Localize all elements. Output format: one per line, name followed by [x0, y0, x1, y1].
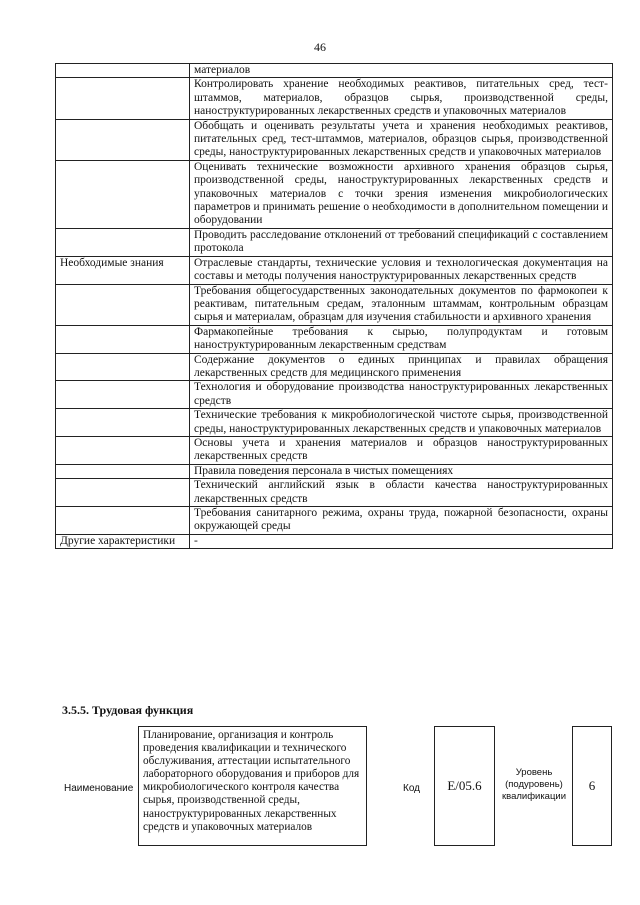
qualification-level-label: Уровень (подуровень) квалификации: [501, 767, 567, 802]
table-row: [56, 78, 613, 119]
row-label: [56, 64, 190, 78]
row-label: [56, 436, 190, 464]
row-label: [56, 284, 190, 325]
row-text: Технические требования к микробиологической чистоте сырья, производственной среды, наноструктурированных лекарственных средств и упаковочных материалов: [190, 409, 613, 437]
name-label: Наименование: [64, 783, 134, 794]
table-row: [56, 381, 613, 409]
row-label: [56, 381, 190, 409]
row-text: Требования санитарного режима, охраны труда, пожарной безопасности, охраны окружающей среды: [190, 507, 613, 535]
section-heading: 3.5.5. Трудовая функция: [62, 703, 194, 717]
qualification-level-box: 6: [572, 726, 612, 846]
row-label: [56, 479, 190, 507]
row-text: Технический английский язык в области качества наноструктурированных лекарственных средств: [190, 479, 613, 507]
table-row: [56, 284, 613, 325]
row-text: Технология и оборудование производства наноструктурированных лекарственных средств: [190, 381, 613, 409]
row-text: Обобщать и оценивать результаты учета и хранения необходимых реактивов, питательных сред, тест-штаммов, материалов, образцов сырья, производственной среды, наноструктурированных лекарственных средств и упаковочных материалов: [190, 119, 613, 160]
table-row: [56, 325, 613, 353]
row-text: Оценивать технические возможности архивного хранения образцов сырья, производственной среды, наноструктурированных лекарственных средств и упаковочных материалов с точки зрения изменения микробиологических параметров и принимать решение о необходимости в дополнительном помещении и оборудовании: [190, 160, 613, 228]
table-row: [56, 436, 613, 464]
table-row: [56, 409, 613, 437]
row-label: [56, 464, 190, 478]
row-text: Правила поведения персонала в чистых помещениях: [190, 464, 613, 478]
row-text: Основы учета и хранения материалов и образцов наноструктурированных лекарственных средств: [190, 436, 613, 464]
table-row: [56, 353, 613, 381]
row-text: -: [190, 534, 613, 548]
row-label: [56, 507, 190, 535]
table-row: [56, 228, 613, 256]
row-text: Требования общегосударственных законодательных документов по фармокопеи к реактивам, питательным средам, эталонным штаммам, контрольным образцам сырья и материалам, образцам для изучения стабильности и архивного хранения: [190, 284, 613, 325]
code-value-box: E/05.6: [434, 726, 495, 846]
row-text: Фармакопейные требования к сырью, полупродуктам и готовым наноструктурированным лекарственным средствам: [190, 325, 613, 353]
table-row: [56, 160, 613, 228]
table-row: [56, 464, 613, 478]
row-label: [56, 78, 190, 119]
table-row: [56, 119, 613, 160]
row-label: [56, 409, 190, 437]
row-text: материалов: [190, 64, 613, 78]
row-label: [56, 119, 190, 160]
page-number: 46: [314, 40, 326, 54]
code-label: Код: [403, 783, 421, 794]
row-text: Отраслевые стандарты, технические условия и технологическая документация на составы и методы получения наноструктурированных лекарственных средств: [190, 256, 613, 284]
row-text: Проводить расследование отклонений от требований спецификаций с составлением протокола: [190, 228, 613, 256]
table-row: [56, 64, 613, 78]
row-label-required-knowledge: Необходимые знания: [56, 256, 190, 284]
row-label: [56, 228, 190, 256]
row-label: [56, 353, 190, 381]
table-row: [56, 256, 613, 284]
row-label: [56, 325, 190, 353]
table-row: [56, 479, 613, 507]
row-text: Контролировать хранение необходимых реактивов, питательных сред, тест-штаммов, материалов, образцов сырья, производственной среды, наноструктурированных лекарственных средств и упаковочных материалов: [190, 78, 613, 119]
row-label-other-characteristics: Другие характеристики: [56, 534, 190, 548]
table-row: [56, 534, 613, 548]
function-name-box: Планирование, организация и контроль проведения квалификации и технического обслуживания, аттестации испытательного лабораторного оборудования и приборов для микробиологического контроля качества сырья, производственной среды, наноструктурированных лекарственных средств и упаковочных материалов: [138, 726, 367, 846]
row-label: [56, 160, 190, 228]
table-row: [56, 507, 613, 535]
row-text: Содержание документов о единых принципах и правилах обращения лекарственных средств для медицинского применения: [190, 353, 613, 381]
requirements-table: [55, 63, 613, 549]
